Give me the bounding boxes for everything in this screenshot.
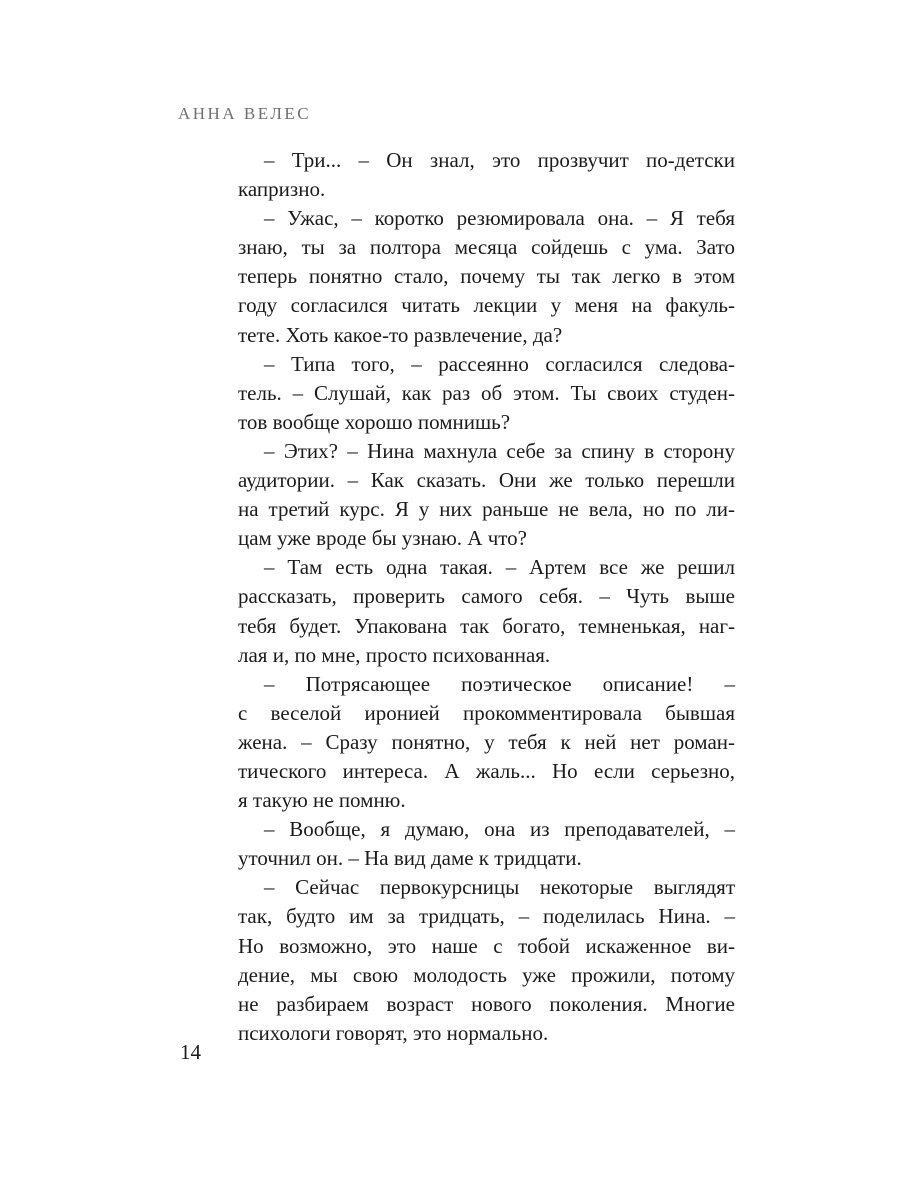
- text-line: тического интереса. А жаль... Но если серьезно,: [238, 758, 735, 783]
- text-line: рассказать, проверить самого себя. – Чуть выше: [238, 584, 735, 609]
- text-line: на третий курс. Я у них раньше не вела, но по ли-: [238, 497, 735, 522]
- text-line: – Ужас, – коротко резюмировала она. – Я тебя: [264, 206, 735, 231]
- text-line: капризно.: [238, 177, 326, 202]
- text-line: году согласился читать лекции у меня на факуль-: [238, 293, 735, 318]
- text-line: тете. Хоть какое-то развлечение, да?: [238, 322, 563, 347]
- text-line: не разбираем возраст нового поколения. Многие: [238, 991, 735, 1016]
- text-line: психологи говорят, это нормально.: [238, 1020, 549, 1045]
- text-line: цам уже вроде бы узнаю. А что?: [238, 526, 527, 551]
- text-line: так, будто им за тридцать, – поделилась Нина. –: [238, 904, 735, 929]
- text-line: уточнил он. – На вид даме к тридцати.: [238, 846, 582, 871]
- text-line: тов вообще хорошо помнишь?: [238, 409, 511, 434]
- text-line: – Вообще, я думаю, она из преподавателей, –: [264, 817, 735, 842]
- text-line: тель. – Слушай, как раз об этом. Ты своих студен-: [238, 380, 735, 405]
- text-line: жена. – Сразу понятно, у тебя к ней нет роман-: [238, 729, 735, 754]
- text-line: – Три... – Он знал, это прозвучит по-детски: [264, 148, 735, 172]
- page-number: 14: [180, 1040, 201, 1064]
- text-line: знаю, ты за полтора месяца сойдешь с ума. Зато: [238, 235, 735, 260]
- text-line: дение, мы свою молодость уже прожили, потому: [238, 962, 735, 987]
- text-line: – Потрясающее поэтическое описание! –: [264, 671, 735, 696]
- text-line: – Типа того, – рассеянно согласился следова-: [264, 351, 735, 376]
- body-text: [238, 146, 735, 1048]
- text-line: – Там есть одна такая. – Артем все же решил: [264, 555, 735, 580]
- text-line: аудитории. – Как сказать. Они же только перешли: [238, 468, 735, 493]
- text-line: – Этих? – Нина махнула себе за спину в сторону: [264, 438, 735, 463]
- text-line: я такую не помню.: [238, 788, 406, 813]
- running-head-author: АННА ВЕЛЕС: [178, 104, 312, 123]
- text-line: с веселой иронией прокомментировала бывшая: [238, 700, 735, 725]
- text-line: тебя будет. Упакована так богато, темненькая, наг-: [238, 613, 735, 638]
- text-line: Но возможно, это наше с тобой искаженное ви-: [238, 933, 735, 958]
- text-line: теперь понятно стало, почему ты так легко в этом: [238, 264, 735, 289]
- text-line: – Сейчас первокурсницы некоторые выглядят: [264, 875, 735, 900]
- text-line: лая и, по мне, просто психованная.: [238, 642, 551, 667]
